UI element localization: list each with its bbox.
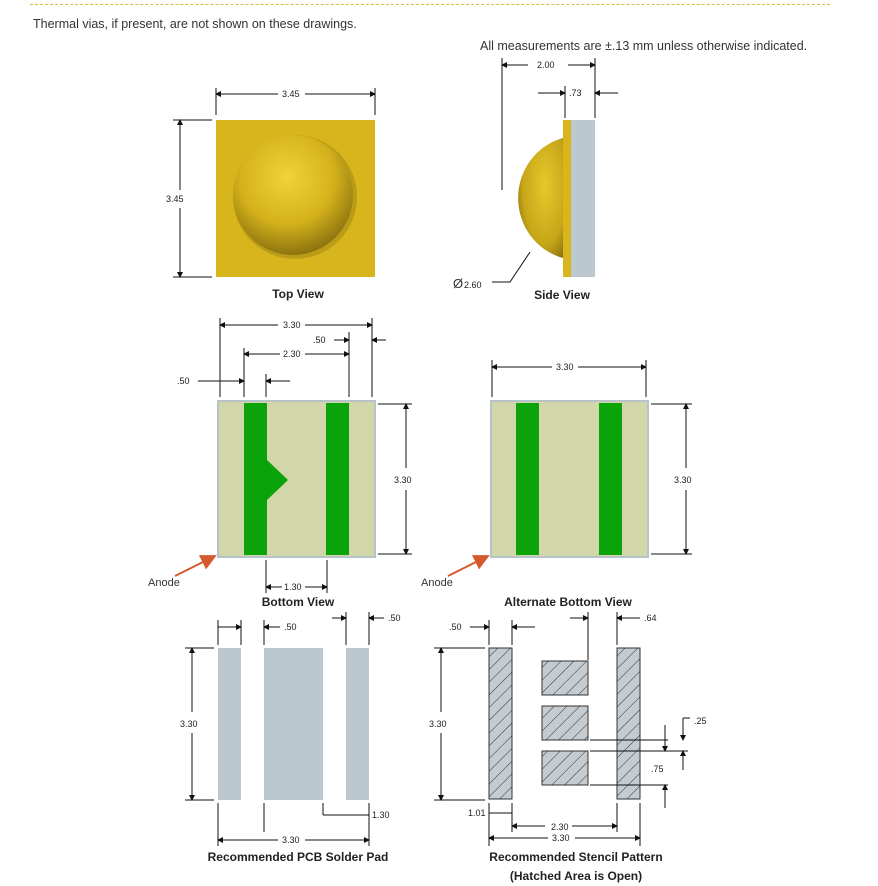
stencil-center-aperture-bottom (542, 751, 588, 785)
side-diameter-dim: 2.60 (464, 280, 482, 290)
stencil-gap-dim: .25 (694, 716, 707, 726)
alt-bottom-caption: Alternate Bottom View (504, 595, 632, 609)
top-width-dim: 3.45 (282, 89, 300, 99)
side-dome (518, 138, 563, 258)
diameter-symbol: Ø (453, 276, 464, 291)
top-view-caption: Top View (272, 287, 324, 301)
side-thickness-dim: .73 (569, 88, 582, 98)
pcb-width-dim: 3.30 (282, 835, 300, 845)
tolerance-note: All measurements are ±.13 mm unless otherwise indicated. (480, 39, 808, 53)
alt-substrate (491, 401, 648, 557)
bottom-width-dim: 3.30 (283, 320, 301, 330)
stencil-center-aperture-top (542, 661, 588, 695)
bottom-center-dim: 1.30 (284, 582, 302, 592)
alt-anode-label: Anode (421, 577, 453, 589)
bottom-view-caption: Bottom View (261, 595, 335, 609)
bottom-left-margin-dim: .50 (177, 376, 190, 386)
side-view-caption: Side View (534, 288, 590, 302)
bottom-height-dim: 3.30 (394, 475, 412, 485)
alt-bottom-view (421, 360, 692, 609)
alt-left-pad (516, 403, 539, 555)
stencil-left-dim: .50 (449, 622, 462, 632)
pcb-center-width-dim: 1.30 (372, 810, 390, 820)
pcb-solder-pad (180, 612, 401, 864)
bottom-pad-gap-dim: 2.30 (283, 349, 301, 359)
side-substrate (571, 120, 595, 277)
alt-anode-arrow (448, 556, 488, 576)
stencil-caption-line1: Recommended Stencil Pattern (489, 850, 663, 864)
top-height-dim: 3.45 (166, 194, 184, 204)
top-view (166, 88, 375, 301)
bottom-substrate (218, 401, 375, 557)
dome-lens (233, 135, 353, 255)
pcb-pad-width-dim: .50 (284, 622, 297, 632)
bottom-view (148, 318, 412, 609)
stencil-right-aperture (617, 648, 640, 799)
stencil-caption-line2: (Hatched Area is Open) (509, 869, 643, 883)
stencil-inner-dim: 2.30 (551, 822, 569, 832)
stencil-height-dim: 3.30 (429, 719, 447, 729)
anode-arrow (175, 556, 215, 576)
anode-label: Anode (148, 577, 180, 589)
pcb-right-pad-dim: .50 (388, 613, 401, 623)
stencil-pattern (429, 612, 707, 883)
alt-width-dim: 3.30 (556, 362, 574, 372)
diameter-leader (492, 252, 530, 282)
stencil-block-dim: .75 (651, 764, 664, 774)
alt-right-pad (599, 403, 622, 555)
bottom-cathode-pad (326, 403, 349, 555)
pcb-height-dim: 3.30 (180, 719, 198, 729)
pcb-right-pad (346, 648, 369, 800)
stencil-center-aperture-mid (542, 706, 588, 740)
side-view (453, 58, 618, 302)
bottom-right-margin-dim: .50 (313, 335, 326, 345)
pcb-caption: Recommended PCB Solder Pad (207, 850, 389, 864)
stencil-total-dim: 3.30 (552, 833, 570, 843)
pcb-left-pad (218, 648, 241, 800)
side-gold-layer (563, 120, 571, 277)
side-height-dim: 2.00 (537, 60, 555, 70)
alt-height-dim: 3.30 (674, 475, 692, 485)
stencil-offset-dim: 1.01 (468, 808, 486, 818)
vias-note: Thermal vias, if present, are not shown on these drawings. (33, 17, 357, 31)
stencil-right-dim: .64 (644, 613, 657, 623)
stencil-left-aperture (489, 648, 512, 799)
pcb-center-pad (264, 648, 323, 800)
